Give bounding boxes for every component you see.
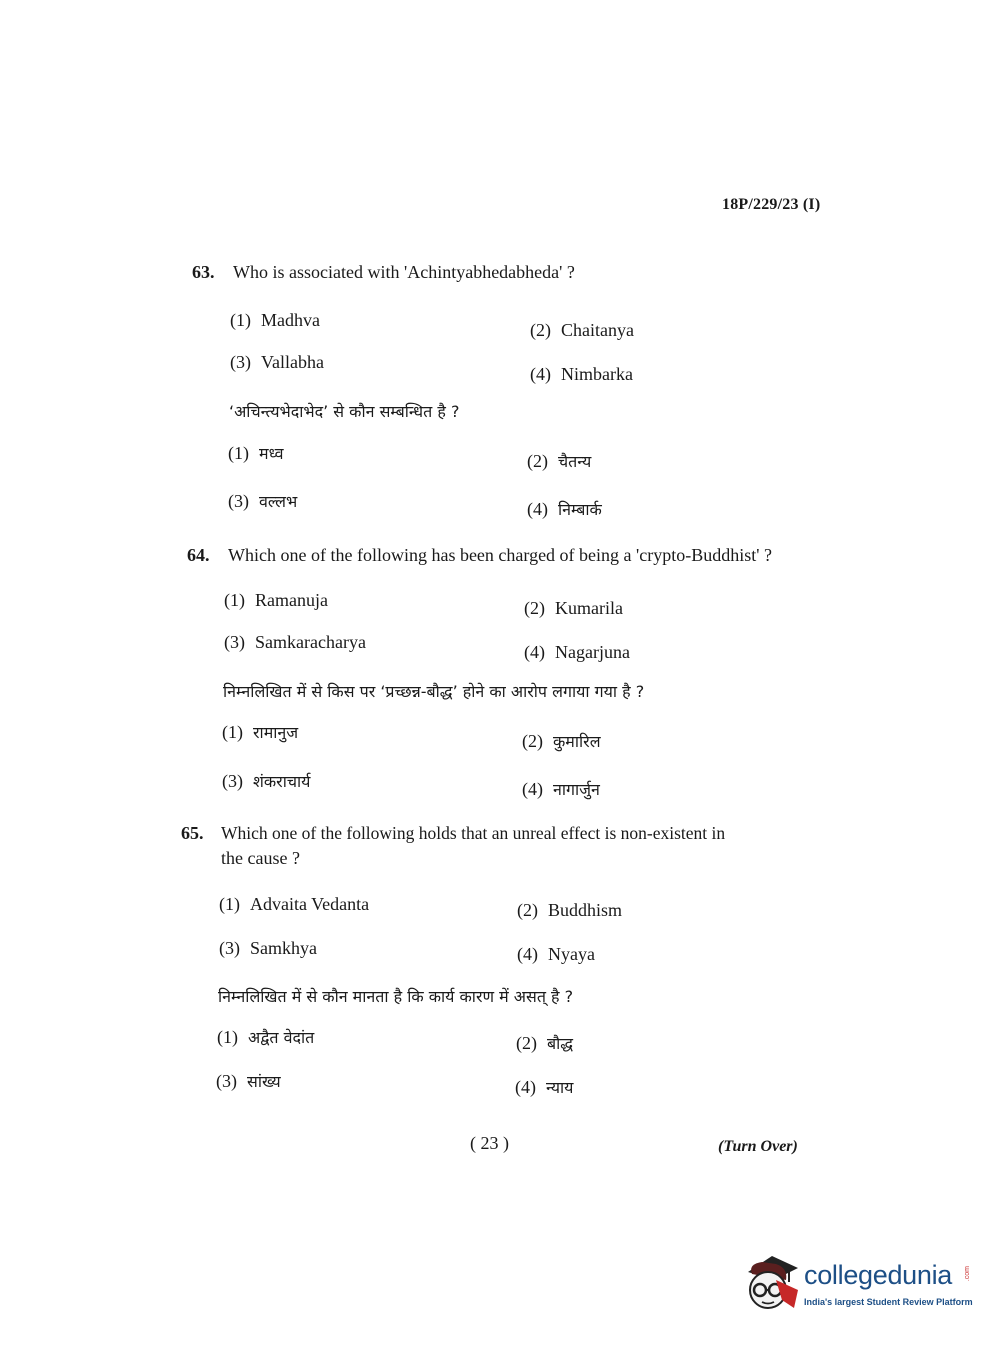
question-64 <box>187 545 807 575</box>
turn-over-note: (Turn Over) <box>718 1138 798 1155</box>
question-number: 65. <box>181 823 204 843</box>
option-en: (4) Nagarjuna <box>524 642 630 662</box>
question-text-en: Which one of the following has been charged of being a 'crypto-Buddhist' ? <box>228 545 772 565</box>
option-en: (1) Advaita Vedanta <box>219 894 370 914</box>
question-text-en-line2: the cause ? <box>221 848 300 868</box>
brand-tagline: India's largest Student Review Platform <box>804 1297 973 1307</box>
option-en: (1) Ramanuja <box>224 590 328 610</box>
option-hi: (4) नागार्जुन <box>522 779 600 799</box>
question-number: 64. <box>187 545 210 565</box>
option-en: (4) Nyaya <box>517 944 595 964</box>
option-hi: (3) सांख्य <box>216 1071 281 1091</box>
option-en: (3) Samkhya <box>219 938 317 958</box>
page-number: ( 23 ) <box>470 1133 509 1153</box>
option-en: (2) Kumarila <box>524 598 623 618</box>
question-number: 63. <box>192 262 215 282</box>
option-hi: (1) मध्व <box>228 443 284 463</box>
question-65 <box>181 823 821 873</box>
option-hi: (3) शंकराचार्य <box>222 771 311 791</box>
mascot-icon <box>742 1250 800 1312</box>
option-hi: (2) कुमारिल <box>522 731 601 751</box>
brand-name: collegedunia <box>804 1260 953 1290</box>
question-text-en-line1: Which one of the following holds that an unreal effect is non-existent in <box>221 823 726 843</box>
option-en: (1) Madhva <box>230 310 320 330</box>
option-en: (3) Samkaracharya <box>224 632 366 652</box>
option-hi: (2) बौद्ध <box>516 1033 574 1053</box>
question-text-hi: निम्नलिखित में से किस पर ‘प्रच्छन्न-बौद्ध’ होने का आरोप लगाया गया है ? <box>223 682 645 701</box>
question-text-en: Who is associated with 'Achintyabhedabheda' ? <box>233 262 575 282</box>
option-hi: (1) अद्वैत वेदांत <box>217 1027 315 1047</box>
collegedunia-watermark <box>742 1250 974 1320</box>
paper-code: 18P/229/23 (I) <box>722 196 821 213</box>
option-en: (2) Chaitanya <box>530 320 634 340</box>
option-en: (3) Vallabha <box>230 352 324 372</box>
option-hi: (1) रामानुज <box>222 722 299 742</box>
question-text-hi: ‘अचिन्त्यभेदाभेद’ से कौन सम्बन्धित है ? <box>229 402 460 421</box>
option-hi: (2) चैतन्य <box>527 451 592 471</box>
option-hi: (4) न्याय <box>515 1077 574 1097</box>
question-text-hi: निम्नलिखित में से कौन मानता है कि कार्य कारण में असत् है ? <box>218 987 574 1006</box>
option-en: (2) Buddhism <box>517 900 623 920</box>
question-63 <box>192 262 812 292</box>
option-hi: (3) वल्लभ <box>228 491 298 511</box>
brand-dotcom: .com <box>964 1266 971 1282</box>
option-en: (4) Nimbarka <box>530 364 633 384</box>
option-hi: (4) निम्बार्क <box>527 499 602 519</box>
